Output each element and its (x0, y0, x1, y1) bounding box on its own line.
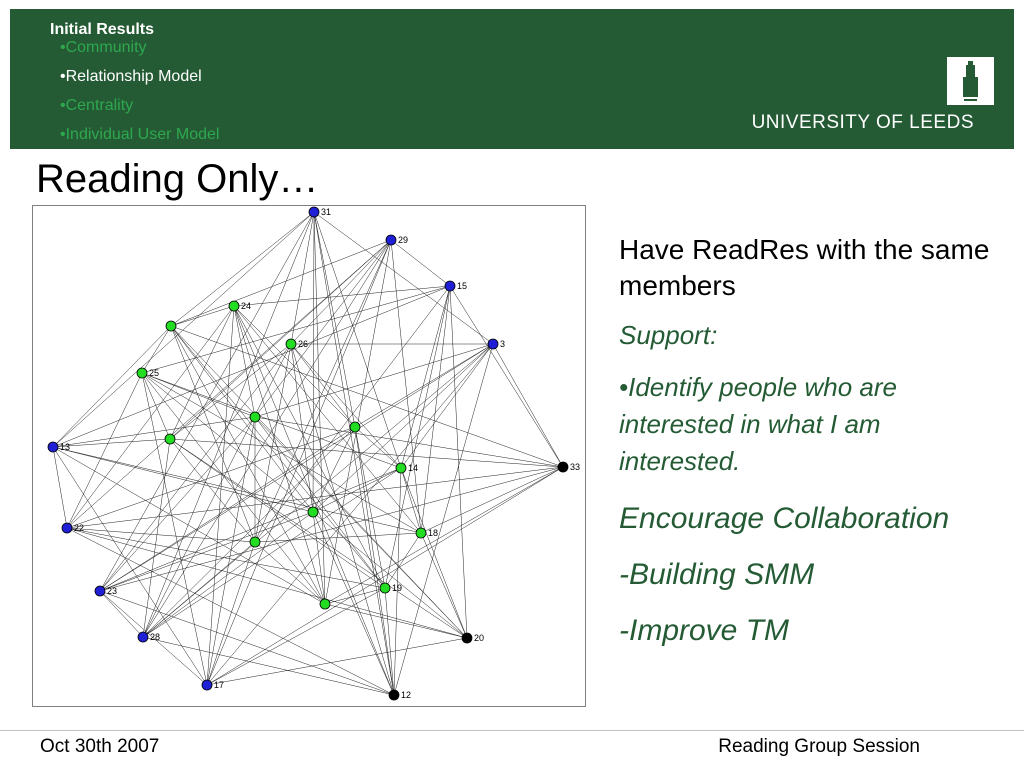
graph-edge (142, 373, 170, 439)
graph-edge (255, 344, 493, 417)
agenda (50, 20, 154, 40)
graph-node-label: 22 (74, 523, 85, 533)
agenda-item-relationship-model: •Relationship Model (60, 68, 202, 85)
graph-edge (401, 286, 450, 468)
graph-edge (355, 344, 493, 427)
graph-node (488, 339, 498, 349)
graph-edge (207, 306, 234, 685)
graph-edge (100, 344, 493, 591)
graph-edge (53, 439, 170, 447)
support-bullet: •Identify people who are interested in what I am interested. (619, 372, 897, 476)
graph-edge (53, 212, 314, 447)
graph-edge (355, 427, 385, 588)
graph-edge (234, 306, 255, 417)
graph-edge (325, 588, 385, 604)
graph-node-label: 19 (392, 583, 403, 593)
network-graph-svg (33, 206, 585, 706)
graph-edge (450, 286, 563, 467)
graph-node (350, 422, 360, 432)
graph-edge (394, 468, 401, 695)
graph-node (202, 680, 212, 690)
graph-node (308, 507, 318, 517)
graph-node (62, 523, 72, 533)
graph-node (286, 339, 296, 349)
graph-edge (53, 447, 67, 528)
graph-edge (100, 591, 394, 695)
graph-edge (391, 240, 421, 533)
graph-node (229, 301, 239, 311)
graph-node (320, 599, 330, 609)
graph-edge (171, 326, 467, 638)
university-crest-icon (947, 57, 994, 105)
graph-node (137, 368, 147, 378)
graph-node-label: 26 (298, 339, 309, 349)
graph-node-label: 17 (214, 680, 225, 690)
graph-edge (100, 417, 255, 591)
side-panel (619, 232, 1009, 648)
graph-node (250, 412, 260, 422)
footer-divider (0, 730, 1024, 731)
graph-edge (314, 212, 355, 427)
graph-edge (255, 286, 450, 542)
graph-edge (100, 467, 563, 591)
page-title: Reading Only… (36, 157, 319, 201)
graph-edge (100, 344, 291, 591)
graph-node (138, 632, 148, 642)
graph-edge (142, 373, 401, 468)
graph-node-label: 24 (241, 301, 252, 311)
graph-edge (314, 212, 394, 695)
graph-node-label: 3 (500, 339, 506, 349)
graph-edge (171, 326, 255, 542)
graph-edge (291, 344, 394, 695)
graph-node-label: 13 (60, 442, 71, 452)
graph-edge (53, 286, 450, 447)
graph-edge (291, 344, 401, 468)
graph-edge (493, 344, 563, 467)
graph-edge (53, 447, 313, 512)
graph-edge (207, 638, 467, 685)
graph-edge (67, 306, 234, 528)
graph-edge (450, 286, 467, 638)
graph-node (462, 633, 472, 643)
building-smm: -Building SMM (619, 558, 815, 591)
graph-node (95, 586, 105, 596)
graph-node (166, 321, 176, 331)
graph-node (250, 537, 260, 547)
footer-date: Oct 30th 2007 (40, 736, 160, 757)
graph-edge (421, 467, 563, 533)
graph-node-label: 20 (474, 633, 485, 643)
graph-node-label: 15 (457, 281, 468, 291)
graph-node (416, 528, 426, 538)
graph-node (309, 207, 319, 217)
agenda-item-individual-user-model: •Individual User Model (60, 126, 220, 143)
graph-node-label: 14 (408, 463, 419, 473)
graph-edge (143, 512, 313, 637)
graph-edge (391, 240, 450, 286)
graph-edge (67, 528, 467, 638)
graph-edge (291, 240, 391, 344)
graph-edge (385, 286, 450, 588)
university-wordmark: UNIVERSITY OF LEEDS (751, 112, 974, 133)
agenda-item-centrality: •Centrality (60, 97, 134, 114)
graph-edge (143, 637, 394, 695)
graph-edge (421, 533, 467, 638)
graph-node (396, 463, 406, 473)
network-graph (32, 205, 586, 707)
graph-edge (401, 344, 493, 468)
graph-node-label: 12 (401, 690, 412, 700)
graph-edge (313, 212, 314, 512)
header-banner (10, 9, 1014, 149)
graph-edge (67, 467, 563, 528)
graph-node-label: 23 (107, 586, 118, 596)
graph-edge (234, 306, 394, 695)
graph-node (445, 281, 455, 291)
graph-node (386, 235, 396, 245)
graph-edge (100, 591, 143, 637)
graph-node (389, 690, 399, 700)
graph-node-label: 33 (570, 462, 581, 472)
graph-node (165, 434, 175, 444)
support-label: Support: (619, 320, 718, 350)
graph-edge (170, 306, 234, 439)
graph-edge (385, 533, 421, 588)
graph-edge (171, 306, 234, 326)
graph-node-label: 28 (150, 632, 161, 642)
graph-edge (207, 588, 385, 685)
graph-edge (67, 528, 255, 542)
graph-edge (143, 240, 391, 637)
graph-edges (53, 212, 563, 695)
graph-edge (314, 212, 493, 344)
agenda-item-community: •Community (60, 39, 147, 56)
graph-node (380, 583, 390, 593)
graph-edge (67, 373, 142, 528)
footer-session: Reading Group Session (718, 736, 920, 757)
encourage-collaboration: Encourage Collaboration (619, 502, 950, 535)
graph-edge (255, 542, 325, 604)
graph-edge (234, 306, 421, 533)
graph-edge (100, 468, 401, 591)
graph-node-label: 18 (428, 528, 439, 538)
graph-node-label: 31 (321, 207, 332, 217)
graph-edge (170, 439, 563, 467)
side-heading: Have ReadRes with the same members (619, 234, 990, 301)
graph-edge (143, 344, 291, 637)
graph-edge (401, 468, 467, 638)
graph-edge (53, 326, 171, 447)
graph-edge (313, 468, 401, 512)
graph-edge (142, 286, 450, 373)
graph-edge (53, 417, 255, 447)
graph-edge (143, 542, 255, 637)
agenda-title: Initial Results (50, 21, 155, 38)
graph-edge (421, 286, 450, 533)
improve-tm: -Improve TM (619, 614, 790, 647)
graph-node (48, 442, 58, 452)
graph-edge (291, 344, 355, 427)
graph-edge (143, 344, 493, 637)
graph-node-label: 29 (398, 235, 409, 245)
graph-edge (255, 417, 563, 467)
graph-node (558, 462, 568, 472)
graph-node-label: 25 (149, 368, 160, 378)
graph-edge (207, 417, 255, 685)
